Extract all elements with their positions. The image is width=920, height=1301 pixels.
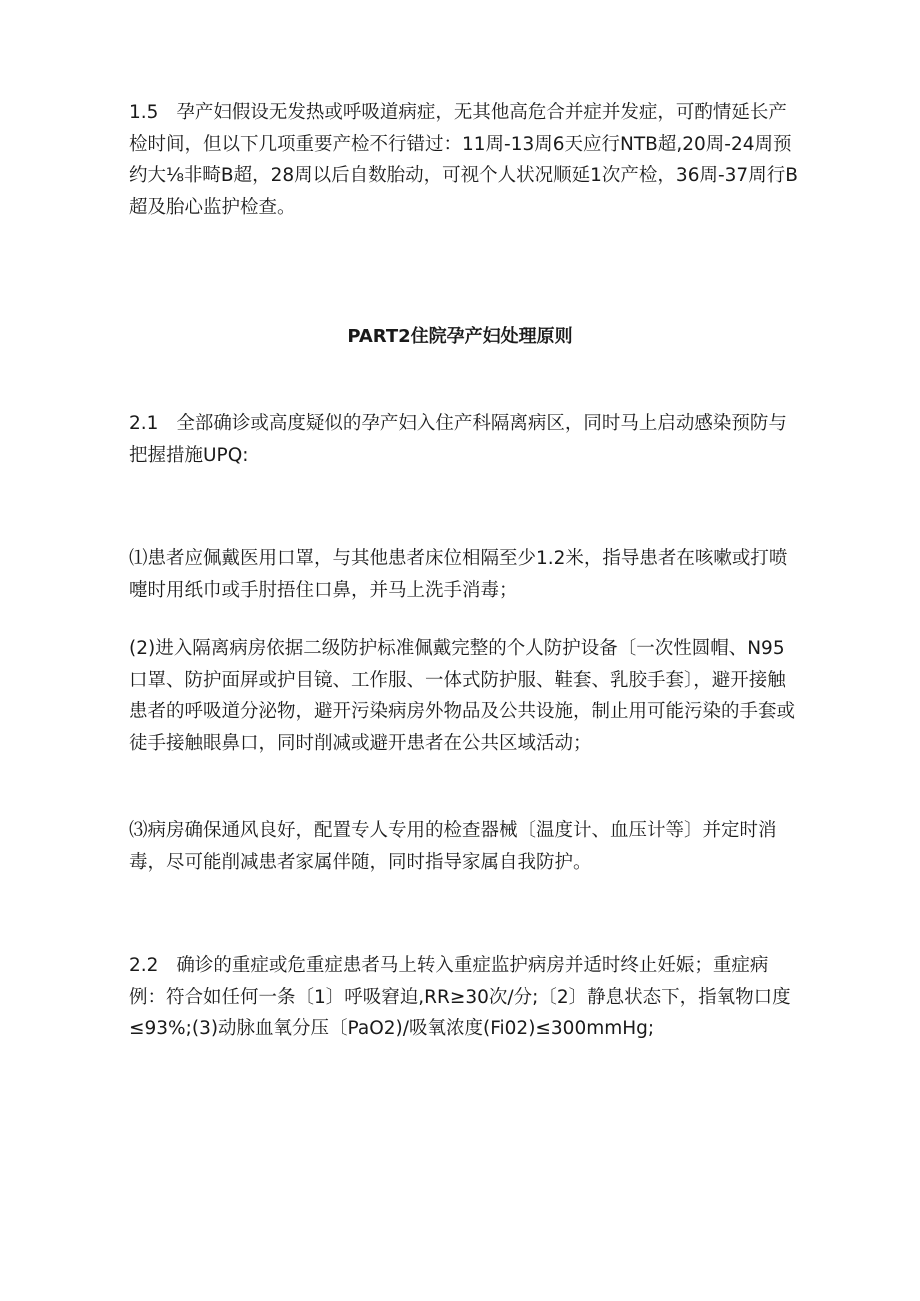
list-item: (2)进入隔离病房依据二级防护标准佩戴完整的个人防护设备〔一次性圆帽、N95口罩、防护面屏或护目镜、工作服、一体式防护服、鞋套、乳胶手套〕，避开接触患者的呼吸道分泌物，避开污染病房外物品及公共设施，制止用可能污染的手套或徒手接触眼鼻口，同时削减或避开患者在公共区域活动；: [129, 638, 796, 754]
part2-heading: PART2住院孕产妇处理原则: [347, 326, 573, 347]
list-item: ⑶病房确保通风良好，配置专人专用的检查器械〔温度计、血压计等〕并定时消毒，尽可能削减患者家属伴随，同时指导家属自我防护。: [129, 820, 777, 873]
section-text: 全部确诊或高度疑似的孕产妇入住产科隔离病区，同时马上启动感染预防与把握措施UPQ:: [129, 413, 787, 466]
section-1-5-paragraph: [129, 97, 799, 223]
section-number: 2.1: [129, 413, 159, 434]
section-2-2-paragraph: [129, 950, 799, 1045]
section-text: 确诊的重症或危重症患者马上转入重症监护病房并适时终止妊娠；重症病例：符合如任何一条〔1〕呼吸窘迫,RR≥30次/分;〔2〕静息状态下，指氧物口度≤93%;(3)动脉血氧分压〔PaO2)/吸氧浓度(Fi02)≤300mmHg;: [129, 955, 791, 1039]
section-text: 孕产妇假设无发热或呼吸道病症，无其他高危合并症并发症，可酌情延长产检时间，但以下几项重要产检不行错过：11周-13周6天应行NTB超,20周-24周预约大⅛非畸B超，28周以后自数胎动，可视个人状况顺延1次产检，36周-37周行B超及胎心监护检查。: [129, 102, 798, 218]
section-number: 2.2: [129, 955, 159, 976]
section-number: 1.5: [129, 102, 159, 123]
list-item: ⑴患者应佩戴医用口罩，与其他患者床位相隔至少1.2米，指导患者在咳嗽或打喷嚏时用纸巾或手肘捂住口鼻，并马上洗手消毒；: [129, 548, 788, 601]
section-2-1-paragraph: [129, 408, 799, 471]
